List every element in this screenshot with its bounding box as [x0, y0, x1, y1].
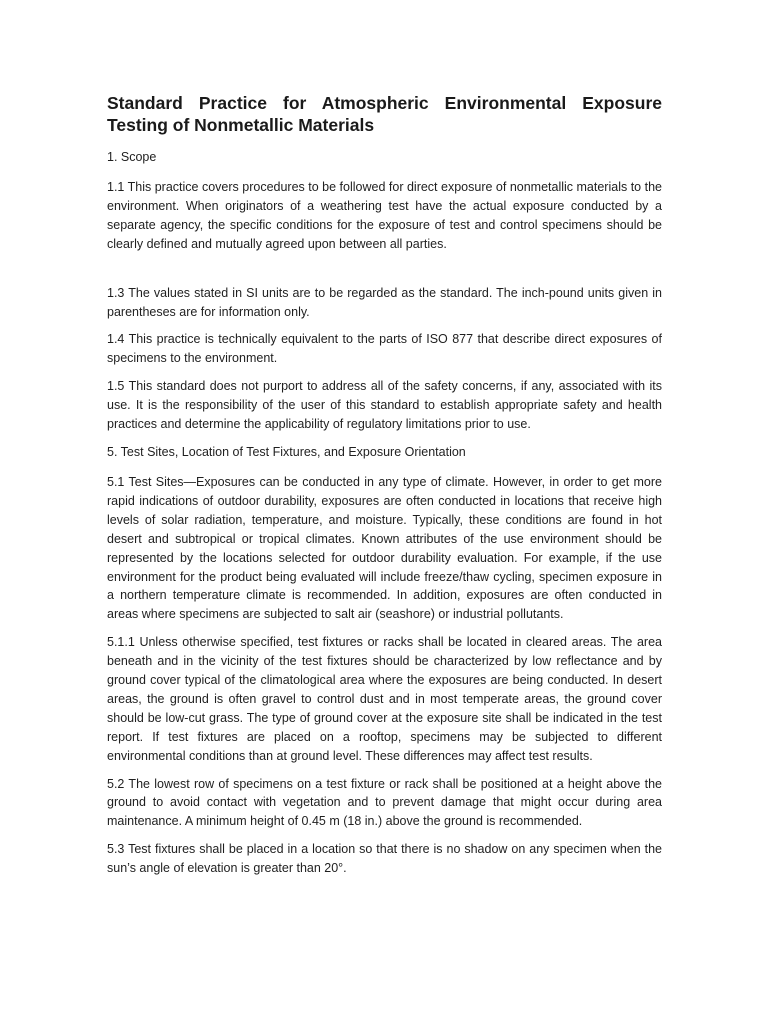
section-heading-scope: 1. Scope	[107, 150, 157, 164]
paragraph-5-2: 5.2 The lowest row of specimens on a test fixture or rack shall be positioned at a height above the ground to avoid contact with vegetation and to prevent damage that might occur during area maintenance. A minimum height of 0.45 m (18 in.) above the ground is recommended.	[107, 776, 662, 829]
paragraph-1-5: 1.5 This standard does not purport to address all of the safety concerns, if any, associated with its use. It is the responsibility of the user of this standard to establish appropriate safety and health practices and determine the applicability of regulatory limitations prior to use.	[107, 379, 662, 432]
document-body	[107, 92, 662, 887]
paragraph-1-1: 1.1 This practice covers procedures to be followed for direct exposure of nonmetallic materials to the environment. When originators of a weathering test have the actual exposure conducted by a separate agency, the specific conditions for the exposure of test and control specimens should be clearly defined and mutually agreed upon between all parties.	[107, 180, 662, 251]
section-heading-test-sites: 5. Test Sites, Location of Test Fixtures, and Exposure Orientation	[107, 444, 466, 459]
paragraph-1-4: 1.4 This practice is technically equivalent to the parts of ISO 877 that describe direct exposures of specimens to the environment.	[107, 332, 662, 366]
paragraph-5-1: 5.1 Test Sites—Exposures can be conducted in any type of climate. However, in order to get more rapid indications of outdoor durability, exposures are often conducted in locations that receive high levels of solar radiation, temperature, and moisture. Typically, these conditions are found in hot desert and subtropical or tropical climates. Known attributes of the use environment should be represented by the locations selected for outdoor durability evaluation. For example, if the use environment for the product being evaluated will include freeze/thaw cycling, specimen exposure in a northern temperature climate is recommended. In addition, exposures are often conducted in areas where specimens are subjected to salt air (seashore) or industrial pollutants.	[107, 474, 662, 622]
document-title: Standard Practice for Atmospheric Environmental Exposure Testing of Nonmetallic Materials	[107, 93, 662, 135]
paragraph-5-3: 5.3 Test fixtures shall be placed in a location so that there is no shadow on any specimen when the sun’s angle of elevation is greater than 20°.	[107, 842, 662, 876]
paragraph-1-3: 1.3 The values stated in SI units are to be regarded as the standard. The inch-pound units given in parentheses are for information only.	[107, 285, 662, 319]
paragraph-5-1-1: 5.1.1 Unless otherwise specified, test fixtures or racks shall be located in cleared areas. The area beneath and in the vicinity of the test fixtures should be characterized by low reflectance and by ground cover typical of the climatological area where the exposures are being conducted. In desert areas, the ground is often gravel to control dust and in most temperate areas, the ground cover should be low-cut grass. The type of ground cover at the exposure site shall be indicated in the test report. If test fixtures are placed on a rooftop, specimens may be subjected to different environmental conditions than at ground level. These differences may affect test results.	[107, 635, 662, 763]
